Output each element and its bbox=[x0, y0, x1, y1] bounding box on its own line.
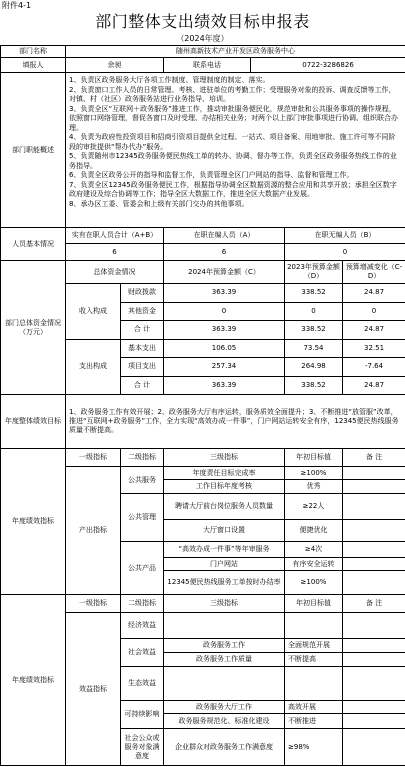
funds-value-2023: 264.98 bbox=[285, 358, 343, 377]
form-title: 部门整体支出绩效目标申报表 bbox=[95, 12, 310, 31]
funds-value-diff: 24.87 bbox=[343, 376, 405, 395]
header-level1: 一级指标 bbox=[66, 449, 121, 467]
header-level2: 二级指标 bbox=[121, 595, 164, 613]
level3-indicator bbox=[164, 613, 285, 639]
output-indicators-label: 年度绩效指标 bbox=[1, 449, 66, 595]
header-level3: 三级指标 bbox=[164, 449, 285, 467]
funds-value-diff: 0 bbox=[343, 302, 405, 321]
functions-label: 部门职能概述 bbox=[1, 73, 66, 228]
staff-value-unstaffed: 0 bbox=[285, 244, 405, 261]
function-item: 5、负责随州市12345政务服务便民热线工单的转办、协调、督办等工作，负责全区政务服务热线工作的业务指导。 bbox=[69, 152, 397, 170]
overall-goal-row bbox=[1, 395, 405, 449]
target-value: ≥4次 bbox=[285, 542, 343, 558]
function-item: 8、承办区工委、管委会和上级有关部门交办的其他事项。 bbox=[69, 199, 249, 208]
funds-value-2024: 0 bbox=[164, 302, 285, 321]
funds-item: 其他资金 bbox=[121, 302, 164, 321]
level3-indicator: 大厅窗口设置 bbox=[164, 520, 285, 542]
expense-label: 支出构成 bbox=[66, 339, 121, 395]
funds-value-2023: 338.52 bbox=[285, 376, 343, 395]
department-row bbox=[1, 46, 405, 58]
department-label: 部门名称 bbox=[1, 46, 66, 58]
level3-indicator: “高效办成一件事”等年审服务 bbox=[164, 542, 285, 558]
staff-header-row bbox=[1, 228, 405, 244]
note-cell bbox=[343, 467, 405, 480]
function-item: 3、负责全区“互联网＋政务服务”推进工作，推动审批服务便民化，规范审批和公共服务事项的操作规程，依照窗口网络管理，督促各窗口及时受理、办结相关业务；对两个以上部门审批事项进行协调、组织联合办理。 bbox=[69, 104, 398, 132]
funds-value-2023: 73.54 bbox=[285, 339, 343, 358]
level2-economic-benefit: 经济效益 bbox=[121, 613, 164, 639]
functions-text bbox=[66, 73, 405, 228]
funds-value-2023: 338.52 bbox=[285, 284, 343, 303]
function-item: 4、负责为政府性投资项目和招商引资项目提供全过程、一站式、项目备案、用地审批、施工许可等不同阶段的审批提供“帮办代办”服务。 bbox=[69, 133, 396, 151]
functions-row bbox=[1, 73, 405, 228]
funds-value-diff: 32.51 bbox=[343, 339, 405, 358]
income-label: 收入构成 bbox=[66, 284, 121, 340]
level3-indicator bbox=[164, 667, 285, 701]
funds-label: 部门总体资金情况（万元） bbox=[1, 261, 66, 395]
function-item: 1、负责区政务服务大厅各项工作制度、管理制度的制定、落实。 bbox=[69, 76, 270, 84]
funds-header-overall: 总体资金情况 bbox=[66, 261, 164, 284]
note-cell bbox=[343, 571, 405, 595]
department-value: 随州高新技术产业开发区政务服务中心 bbox=[66, 46, 405, 58]
header-level3: 三级指标 bbox=[164, 595, 285, 613]
funds-value-diff: -7.64 bbox=[343, 358, 405, 377]
header-target: 年初目标值 bbox=[285, 595, 343, 613]
target-value: 全面规范开展 bbox=[285, 639, 343, 653]
staff-header-staffed: 在职在编人员（A） bbox=[164, 228, 285, 244]
target-value: ≥100% bbox=[285, 467, 343, 480]
level2-public-products: 公共产品 bbox=[121, 542, 164, 595]
level3-indicator: 聘请大厅前台岗位服务人员数量 bbox=[164, 494, 285, 520]
note-cell bbox=[343, 613, 405, 639]
attachment-label: 附件4-1 bbox=[2, 1, 32, 10]
funds-value-2024: 106.05 bbox=[164, 339, 285, 358]
note-cell bbox=[343, 667, 405, 701]
phone-label: 联系电话 bbox=[164, 58, 251, 73]
note-cell bbox=[343, 542, 405, 558]
reporter-name: 余昶 bbox=[66, 58, 164, 73]
staff-header-total: 实有在职人员合计（A+B） bbox=[66, 228, 164, 244]
funds-item: 财政拨款 bbox=[121, 284, 164, 303]
note-cell bbox=[343, 520, 405, 542]
level2-social-benefit: 社会效益 bbox=[121, 639, 164, 667]
staff-label: 人员基本情况 bbox=[1, 228, 66, 261]
level3-indicator: 门户网站 bbox=[164, 558, 285, 571]
header-level1: 一级指标 bbox=[66, 595, 121, 613]
target-value: ≥100% bbox=[285, 571, 343, 595]
note-cell bbox=[343, 701, 405, 714]
funds-item: 合 计 bbox=[121, 376, 164, 395]
target-value: 有序安全运转 bbox=[285, 558, 343, 571]
declaration-table bbox=[0, 45, 405, 766]
level3-indicator: 12345便民热线服务工单按时办结率 bbox=[164, 571, 285, 595]
note-cell bbox=[343, 480, 405, 494]
target-value bbox=[285, 613, 343, 639]
overall-goal-text: 1、政务服务工作有效开展；2、政务服务大厅有序运转，服务质效全面提升；3、不断推进“放管服”改革，推进“互联网+政务服务”工作，全力实现“高效办成一件事”，门户网站运转安全有序，12345便民热线服务质量不断提高。 bbox=[66, 395, 405, 449]
target-value: 优秀 bbox=[285, 480, 343, 494]
funds-item: 基本支出 bbox=[121, 339, 164, 358]
funds-header-2023: 2023年预算金额（D） bbox=[285, 261, 343, 284]
staff-value-total: 6 bbox=[66, 244, 164, 261]
level2-sustainable-impact: 可持续影响 bbox=[121, 701, 164, 729]
level1-benefit: 效益指标 bbox=[66, 613, 121, 766]
header-level2: 二级指标 bbox=[121, 449, 164, 467]
reporter-label: 填报人 bbox=[1, 58, 66, 73]
target-value: 便捷优化 bbox=[285, 520, 343, 542]
header-target: 年初目标值 bbox=[285, 449, 343, 467]
note-cell bbox=[343, 494, 405, 520]
note-cell bbox=[343, 639, 405, 653]
target-value: ≥22人 bbox=[285, 494, 343, 520]
funds-value-2023: 0 bbox=[285, 302, 343, 321]
level2-public-service: 公共服务 bbox=[121, 467, 164, 494]
level3-indicator: 年度责任目标完成率 bbox=[164, 467, 285, 480]
benefit-header-row bbox=[1, 595, 405, 613]
form-year: （2024年度） bbox=[176, 34, 229, 43]
level3-indicator: 企业群众对政务服务工作满意度 bbox=[164, 729, 285, 766]
target-value bbox=[285, 667, 343, 701]
funds-item: 合 计 bbox=[121, 321, 164, 340]
level3-indicator: 工作目标年度考核 bbox=[164, 480, 285, 494]
level2-ecological-benefit: 生态效益 bbox=[121, 667, 164, 701]
target-value: ≥98% bbox=[285, 729, 343, 766]
funds-value-2024: 363.39 bbox=[164, 321, 285, 340]
level2-satisfaction: 社会公众或服务对象满意度 bbox=[121, 729, 164, 766]
level3-indicator: 政务服务工作 bbox=[164, 639, 285, 653]
function-item: 6、负责全区政务公开的指导和监督工作，负责管理全区门户网站的指导、监督和管理工作。 bbox=[69, 171, 354, 179]
staff-header-unstaffed: 在职无编人员（B） bbox=[285, 228, 405, 244]
output-header-row bbox=[1, 449, 405, 467]
target-value: 不断推进 bbox=[285, 714, 343, 729]
target-value: 高效开展 bbox=[285, 701, 343, 714]
function-item: 2、负责窗口工作人员的日常管理、考核、进驻单位的考勤工作；受理服务对象的投诉、调查反馈等工作，对镇、村（社区）政务服务站进行业务指导、培训。 bbox=[69, 85, 396, 103]
level2-public-management: 公共管理 bbox=[121, 494, 164, 542]
header-note: 备 注 bbox=[343, 595, 405, 613]
funds-header-row bbox=[1, 261, 405, 284]
note-cell bbox=[343, 558, 405, 571]
function-item: 7、负责全区12345政务服务便民工作，根据指导协调全区数据资源的整合应用和共享开放；承担全区数字政府建设及综合协调等工作；指导全区大数据工作，推进全区大数据产业发展。 bbox=[69, 180, 397, 198]
funds-value-2024: 257.34 bbox=[164, 358, 285, 377]
level1-output: 产出指标 bbox=[66, 467, 121, 595]
level3-indicator: 政务服务大厅工作 bbox=[164, 701, 285, 714]
overall-goal-label: 年度整体绩效目标 bbox=[1, 395, 66, 449]
note-cell bbox=[343, 714, 405, 729]
funds-value-diff: 24.87 bbox=[343, 284, 405, 303]
funds-value-2023: 338.52 bbox=[285, 321, 343, 340]
note-cell bbox=[343, 729, 405, 766]
funds-value-2024: 363.39 bbox=[164, 284, 285, 303]
staff-value-staffed: 6 bbox=[164, 244, 285, 261]
header-note: 备 注 bbox=[343, 449, 405, 467]
note-cell bbox=[343, 653, 405, 667]
benefit-indicators-label: 年度绩效指标 bbox=[1, 595, 66, 766]
level3-indicator: 政务服务工作质量 bbox=[164, 653, 285, 667]
funds-item: 项目支出 bbox=[121, 358, 164, 377]
funds-header-diff: 预算增减变化（C-D） bbox=[343, 261, 405, 284]
reporter-row bbox=[1, 58, 405, 73]
phone-value: 0722-3286826 bbox=[251, 58, 405, 73]
level3-indicator: 政务服务规范化、标准化建设 bbox=[164, 714, 285, 729]
target-value: 不断提高 bbox=[285, 653, 343, 667]
funds-value-diff: 24.87 bbox=[343, 321, 405, 340]
funds-header-2024: 2024年预算金额（C） bbox=[164, 261, 285, 284]
funds-value-2024: 363.39 bbox=[164, 376, 285, 395]
